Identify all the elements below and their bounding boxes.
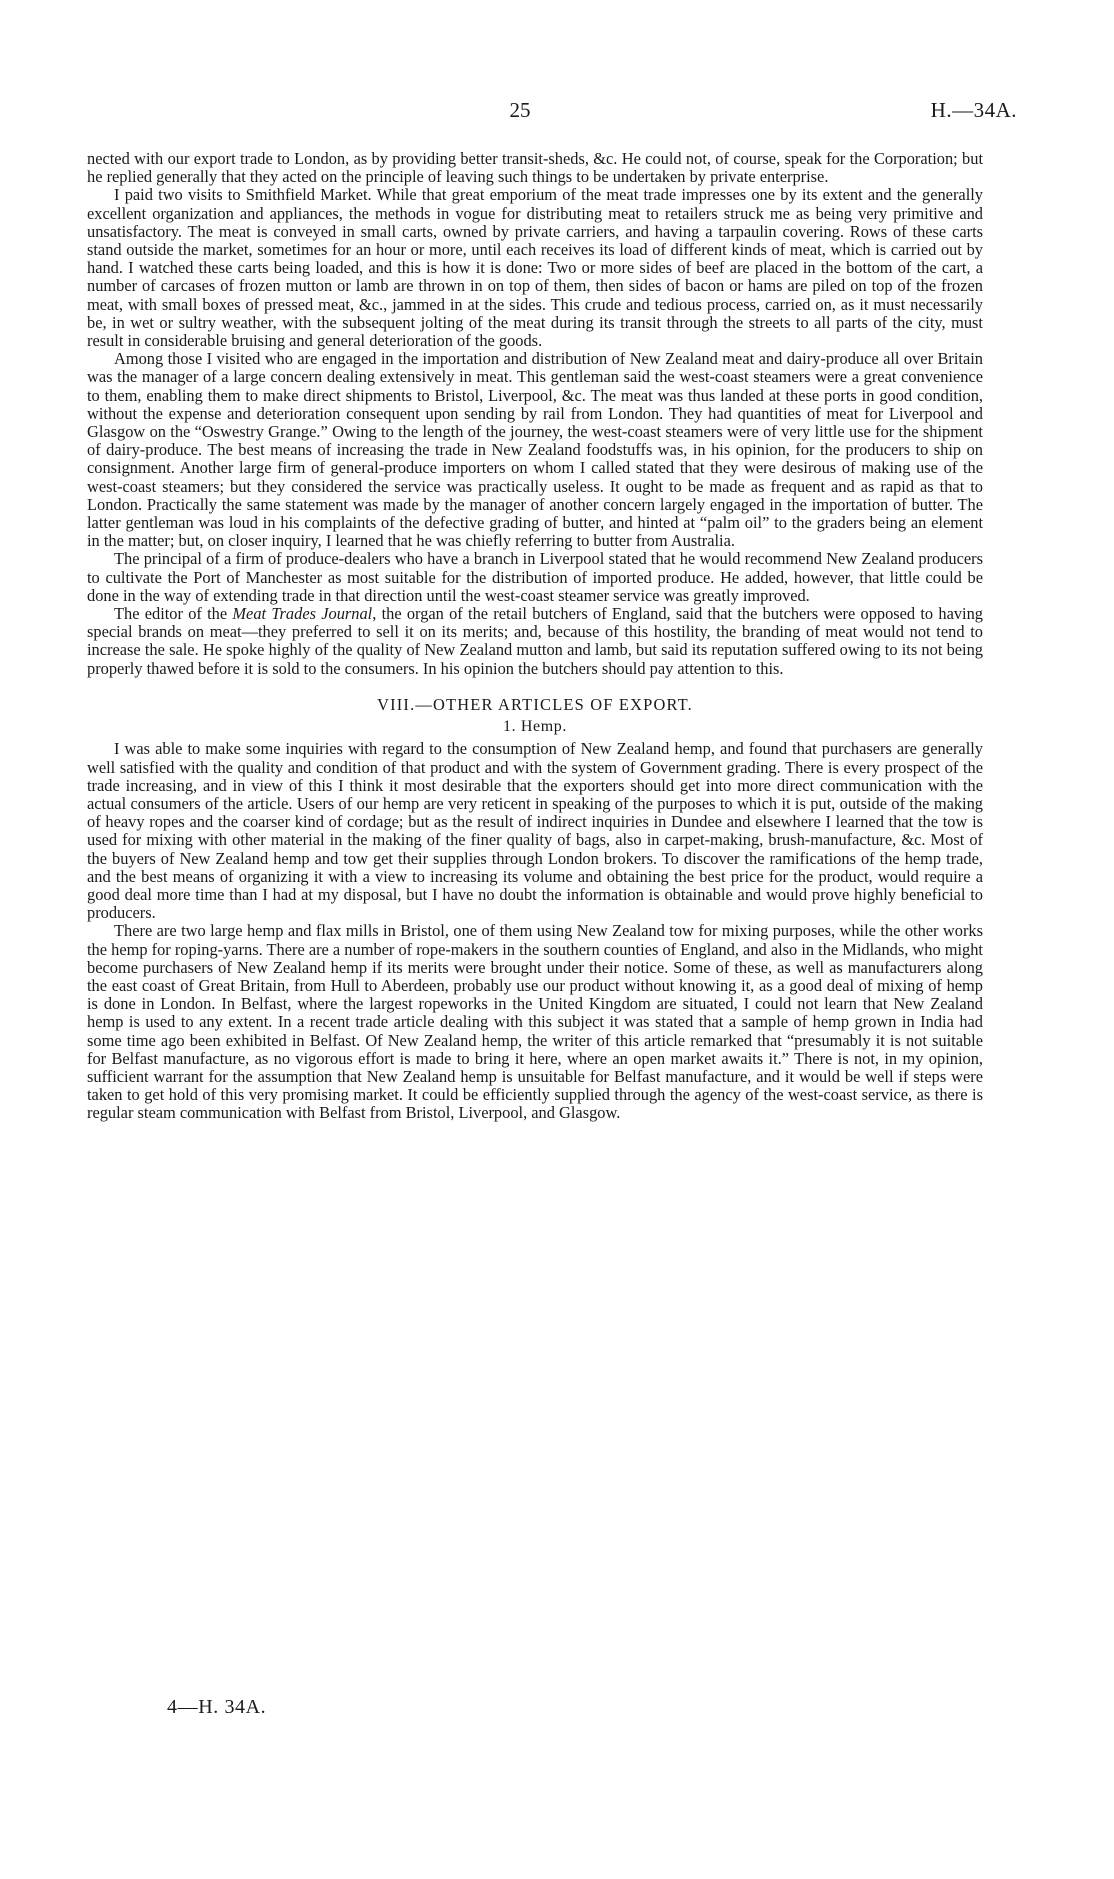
paragraph-hemp-mills: There are two large hemp and flax mills in Bristol, one of them using New Zealand tow for mixing purposes, while the other works the hemp for roping-yarns. There are a number of rope-makers in the southern counties of England, and also in the Midlands, who might become purchasers of New Zealand hemp if its merits were brought under their notice. Some of these, as well as manufacturers along the east coast of Great Britain, from Hull to Aberdeen, probably use our product without knowing it, as a good deal of mixing of hemp is done in London. In Belfast, where the largest ropeworks in the United Kingdom are situated, I could not learn that New Zealand hemp is used to any extent. In a recent trade article dealing with this subject it was stated that a sample of hemp grown in India had some time ago been exhibited in Belfast. Of New Zealand hemp, the writer of this article remarked that “presumably it is not suitable for Belfast manufacture, as no vigorous effort is made to bring it here, where an open market awaits it.” There is not, in my opinion, sufficient warrant for the assumption that New Zealand hemp is unsuitable for Belfast manufacture, and it would be well if steps were taken to get hold of this very promising market. It could be efficiently supplied through the agency of the west-coast service, as there is regular steam communication with Belfast from Bristol, Liverpool, and Glasgow.	[87, 921, 983, 1123]
section-subheading: 1. Hemp.	[503, 718, 567, 736]
paragraph-meat-trades-journal	[87, 605, 983, 678]
body-text	[87, 150, 983, 1123]
paragraph-smithfield-market: I paid two visits to Smithfield Market. While that great emporium of the meat trade impresses one by its extent and the generally excellent organization and appliances, the methods in vogue for distributing meat to retailers struck me as being very primitive and unsatisfactory. The meat is conveyed in small carts, owned by private carriers, and having a tarpaulin covering. Rows of these carts stand outside the market, sometimes for an hour or more, until each receives its load of different kinds of meat, which is carried out by hand. I watched these carts being loaded, and this is how it is done: Two or more sides of beef are placed in the bottom of the cart, a number of carcases of frozen mutton or lamb are thrown in on top of them, then sides of bacon or hams are piled on top of the frozen meat, with small boxes of pressed meat, &c., jammed in at the sides. This crude and tedious process, carried on, as it must necessarily be, in wet or sultry weather, with the subsequent jolting of the meat during its transit through the streets to all parts of the city, must result in considerable bruising and general deterioration of the goods.	[87, 185, 983, 351]
page-header	[0, 98, 1114, 128]
paragraph-continuation: nected with our export trade to London, as by providing better transit-sheds, &c. He could not, of course, speak for the Corporation; but he replied generally that they acted on the principle of leaving such things to be undertaken by private enterprise.	[87, 149, 983, 187]
paragraph-hemp-inquiries: I was able to make some inquiries with regard to the consumption of New Zealand hemp, and found that purchasers are generally well satisfied with the quality and condition of that product and with the system of Government grading. There is every prospect of the trade increasing, and in view of this I think it most desirable that the exporters should get into more direct communication with the actual consumers of the article. Users of our hemp are very reticent in speaking of the purposes to which it is put, outside of the making of heavy ropes and the coarser kind of cordage; but as the result of indirect inquiries in Dundee and elsewhere I learned that the tow is used for mixing with other material in the making of the finer quality of bags, also in carpet-making, brush-manufacture, &c. Most of the buyers of New Zealand hemp and tow get their supplies through London brokers. To discover the ramifications of the hemp trade, and the best means of organizing it with a view to increasing its volume and obtaining the best price for the product, would require a good deal more time than I had at my disposal, but I have no doubt the information is obtainable and would prove highly beneficial to producers.	[87, 739, 983, 923]
editor-text-before: The editor of the	[114, 604, 233, 624]
paragraph-produce-dealers: The principal of a firm of produce-dealers who have a branch in Liverpool stated that he would recommend New Zealand producers to cultivate the Port of Manchester as most suitable for the distribution of imported produce. He added, however, that little could be done in the way of extending trade in that direction until the west-coast steamer service was greatly improved.	[87, 549, 983, 605]
paragraph-meat-importers: Among those I visited who are engaged in the importation and distribution of New Zealand meat and dairy-produce all over Britain was the manager of a large concern dealing extensively in meat. This gentleman said the west-coast steamers were a great convenience to them, enabling them to make direct shipments to Bristol, Liverpool, &c. The meat was thus landed at these ports in good condition, without the expense and deterioration consequent upon sending by rail from London. They had quantities of meat for Liverpool and Glasgow on the “Oswestry Grange.” Owing to the length of the journey, the west-coast steamers were of very little use for the shipment of dairy-produce. The best means of increasing the trade in New Zealand foodstuffs was, in his opinion, for the producers to ship on consignment. Another large firm of general-produce importers on whom I called stated that they were desirous of making use of the west-coast steamers; but they considered the service was practically useless. It ought to be made as frequent and as rapid as that to London. Practically the same statement was made by the manager of another concern largely engaged in the importation of butter. The latter gentleman was loud in his complaints of the defective grading of butter, and hinted at “palm oil” to the graders being an element in the matter; but, on closer inquiry, I learned that he was chiefly referring to butter from Australia.	[87, 349, 983, 551]
page-number: 25	[509, 98, 531, 122]
signature-mark: 4—H. 34A.	[167, 1696, 267, 1718]
paper-reference: H.—34A.	[930, 98, 1017, 122]
journal-title: Meat Trades Journal	[232, 604, 373, 624]
section-heading: VIII.—OTHER ARTICLES OF EXPORT.	[377, 694, 693, 714]
editor-text-after: , the organ of the retail butchers of England, said that the butchers were opposed to having special brands on meat—they preferred to sell it on its merits; and, because of this hostility, the branding of meat would not tend to increase the sale. He spoke highly of the quality of New Zealand mutton and lamb, but said its reputation suffered owing to its not being properly thawed before it is sold to the consumers. In his opinion the butchers should pay attention to this.	[87, 604, 983, 678]
